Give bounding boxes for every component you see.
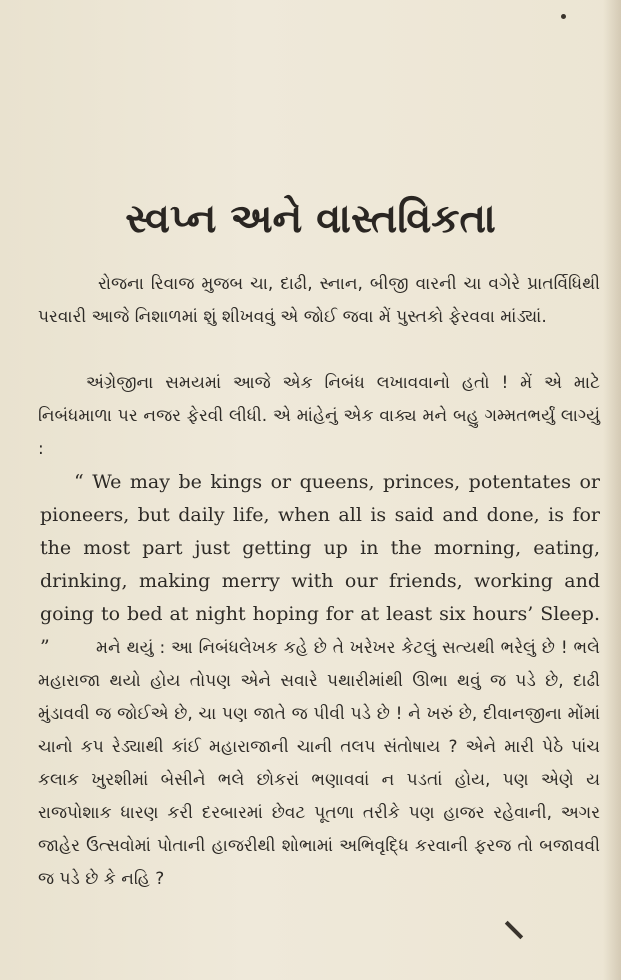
ink-dot: [561, 14, 566, 19]
paragraph-1: રોજના રિવાજ મુજબ ચા, દાઢી, સ્નાન, બીજી વારની ચા વગેરે પ્રાતર્વિધિથી પરવારી આજે નિશાળમાં શું શીખવવું એ જોઈ જવા મેં પુસ્તકો ફેરવવા માંડ્યાં.: [38, 274, 600, 327]
pencil-mark: [505, 921, 523, 939]
chapter-title: સ્વપ્ન અને વાસ્તવિકતા: [125, 196, 496, 242]
page-edge-shadow: [603, 0, 621, 980]
paragraph-2: અંગ્રેજીના સમયમાં આજે એક નિબંધ લખાવવાનો હતો ! મેં એ માટે નિબંધમાળા પર નજર ફેરવી લીધી. એ માંહેનું એક વાક્ય મને બહુ ગમ્મતભર્યું લાગ્યું :: [38, 373, 600, 459]
paragraph-3: મને થયું : આ નિબંધલેખક કહે છે તે ખરેખર કેટલું સત્યથી ભરેલું છે ! ભલે મહારાજા થયો હોય તોપણ એને સવારે પથારીમાંથી ઊભા થવું જ પડે છે, દાઢી મુંડાવવી જ જોઈએ છે, ચા પણ જાતે જ પીવી પડે છે ! ને ખરું છે, દીવાનજીના મોંમાં ચાનો કપ રેડ્યાથી કાંઈ મહારાજાની ચાની તલપ સંતોષાય ? એને મારી પેઠે પાંચ કલાક ખુરશીમાં બેસીને ભલે છોકરાં ભણાવવાં ન પડતાં હોય, પણ એણે ય રાજપોશાક ધારણ કરી દરબારમાં છેવટ પૂતળા તરીકે પણ હાજર રહેવાની, અગર જાહેર ઉત્સવોમાં પોતાની હાજરીથી શોભામાં અભિવૃદ્ધિ કરવાની ફરજ તો બજાવવી જ પડે છે કે નહિ ?: [38, 638, 600, 889]
english-quote: “ We may be kings or queens, princes, potentates or pioneers, but daily life, when all is said and done, is for the most part just getting up in the morning, eating, drinking, making merry with our friends, working and going to bed at night hoping for at least six hours’ Sleep. ”: [40, 471, 600, 658]
